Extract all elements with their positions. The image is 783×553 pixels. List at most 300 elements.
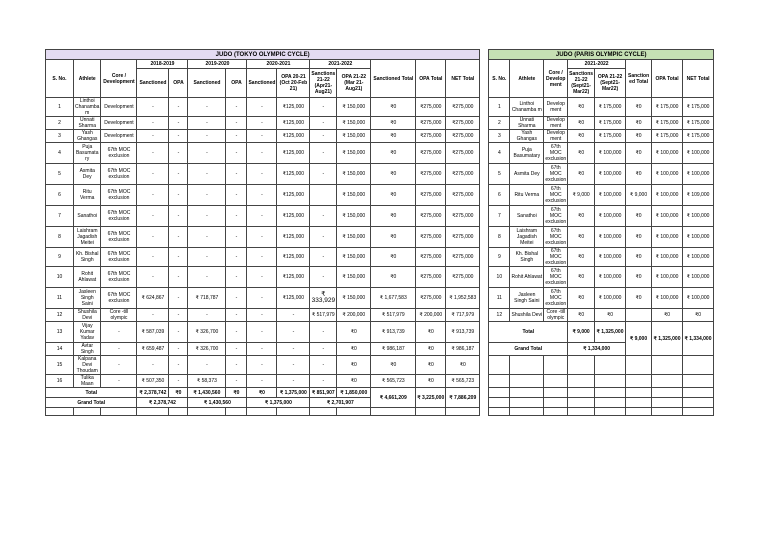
tokyo-cell-sanctioned-2019: ₹ 718,787 xyxy=(188,288,226,309)
paris-cell-sno: 4 xyxy=(489,143,510,164)
paris-cell-net-total: ₹ 100,000 xyxy=(683,143,714,164)
gap-cell xyxy=(480,60,489,98)
paris-cell-athlete: Ritu Verma xyxy=(510,185,544,206)
tokyo-cell-opa-2020: ₹125,000 xyxy=(277,248,310,267)
tokyo-cell-sanctioned-total: ₹0 xyxy=(371,164,416,185)
empty-cell xyxy=(544,408,568,416)
tokyo-cell-opa-2021: ₹ 150,000 xyxy=(337,164,371,185)
tokyo-cycle-title: JUDO (TOKYO OLYMPIC CYCLE) xyxy=(46,50,480,60)
tokyo-total-cell: ₹0 xyxy=(247,388,277,398)
empty-cell xyxy=(626,375,652,388)
paris-cell-sanctioned-total: ₹0 xyxy=(626,248,652,267)
paris-cell-opa: ₹ 100,000 xyxy=(595,248,626,267)
paris-cell-net-total: ₹ 100,000 xyxy=(683,288,714,309)
table-row xyxy=(46,130,714,143)
paris-cell-opa: ₹ 100,000 xyxy=(595,227,626,248)
tokyo-grand-total-label: Grand Total xyxy=(46,398,137,408)
tokyo-cell-core: - xyxy=(101,322,137,343)
tokyo-cell-opa-2021: ₹ 150,000 xyxy=(337,288,371,309)
header-sno: S. No. xyxy=(46,60,74,98)
empty-cell xyxy=(510,408,544,416)
tokyo-cell-opa-2019: - xyxy=(226,206,247,227)
tokyo-cell-sanctioned-total: ₹0 xyxy=(371,98,416,117)
table-row xyxy=(46,206,714,227)
tokyo-cell-athlete: Kalpana Devi Thoudam xyxy=(74,356,101,375)
tokyo-cell-opa-2018: - xyxy=(169,227,188,248)
tokyo-cell-sno: 8 xyxy=(46,227,74,248)
paris-cell-sno: 6 xyxy=(489,185,510,206)
paris-grand-total-value: ₹ 1,334,000 xyxy=(568,343,626,356)
tokyo-cell-sanctioned-total: ₹0 xyxy=(371,185,416,206)
tokyo-cell-net-total: ₹ 565,723 xyxy=(446,375,480,388)
paris-cell-net-total: ₹ 175,000 xyxy=(683,117,714,130)
paris-cell-core: Core -till olympic xyxy=(544,309,568,322)
paris-cell-opa: ₹ 100,000 xyxy=(595,206,626,227)
tokyo-cell-opa-total: ₹0 xyxy=(416,343,446,356)
paris-cell-opa-total: ₹ 100,000 xyxy=(652,288,683,309)
tokyo-cell-sanctioned-2019: - xyxy=(188,143,226,164)
tokyo-cell-sno: 13 xyxy=(46,322,74,343)
gap-cell xyxy=(480,267,489,288)
tokyo-cell-sno: 3 xyxy=(46,130,74,143)
paris-cell-core: 67th MOC exclusion xyxy=(545,289,567,307)
tokyo-cell-sanctioned-2018: - xyxy=(137,267,169,288)
paris-cell-opa-total: ₹ 100,000 xyxy=(652,206,683,227)
gap-cell xyxy=(480,248,489,267)
tokyo-cell-sanctioned-2018: ₹ 587,039 xyxy=(137,322,169,343)
tokyo-cell-opa-2019: - xyxy=(226,356,247,375)
header-opa-2020: OPA 20-21 (Oct 20-Feb 21) xyxy=(277,69,310,98)
tokyo-cell-opa-2021: ₹ 150,000 xyxy=(337,267,371,288)
tokyo-cell-sanctioned-2019: - xyxy=(188,248,226,267)
table-row xyxy=(46,309,714,322)
tokyo-cell-opa-total: ₹275,000 xyxy=(416,288,446,309)
empty-cell xyxy=(568,388,595,398)
tokyo-cell-opa-2021: ₹ 150,000 xyxy=(337,143,371,164)
tokyo-cell-sanctioned-2020: - xyxy=(247,343,277,356)
year-2019-2020: 2019-2020 xyxy=(188,60,247,69)
tokyo-cell-athlete: Ritu Verma xyxy=(74,185,101,206)
tokyo-cell-opa-2019: - xyxy=(226,98,247,117)
tokyo-cell-opa-2020: ₹125,000 xyxy=(277,98,310,117)
paris-cell-opa-total: ₹ 100,000 xyxy=(652,227,683,248)
tokyo-cell-sno: 4 xyxy=(46,143,74,164)
tokyo-cell-net-total: ₹ 913,739 xyxy=(446,322,480,343)
paris-cell-net-total: ₹ 100,000 xyxy=(683,248,714,267)
table-row xyxy=(46,185,714,206)
tokyo-cell-opa-2018: - xyxy=(169,375,188,388)
tokyo-cell-sanctions-2021: - xyxy=(310,130,337,143)
paris-cell-sanctions: ₹0 xyxy=(568,248,595,267)
tokyo-cell-opa-2021: ₹ 150,000 xyxy=(337,130,371,143)
paris-total-sanctioned-total: ₹ 9,000 xyxy=(626,322,652,356)
paris-total-opa-total: ₹ 1,325,000 xyxy=(652,322,683,356)
paris-cell-sanctions: ₹0 xyxy=(568,117,595,130)
tokyo-cell-opa-2018: - xyxy=(169,164,188,185)
tokyo-cell-sanctioned-2019: - xyxy=(188,164,226,185)
tokyo-cell-opa-2021: ₹0 xyxy=(337,322,371,343)
tokyo-cell-sanctions-2021: - xyxy=(310,143,337,164)
tokyo-cell-net-total: ₹275,000 xyxy=(446,130,480,143)
tokyo-cell-sno: 12 xyxy=(46,309,74,322)
tokyo-cell-opa-2021: ₹ 150,000 xyxy=(337,206,371,227)
tokyo-cell-opa-2018: - xyxy=(169,130,188,143)
tokyo-cell-opa-2018: - xyxy=(169,309,188,322)
tokyo-cell-sanctions-2021: - xyxy=(310,267,337,288)
paris-cell-sno: 8 xyxy=(489,227,510,248)
table-row xyxy=(46,227,714,248)
tokyo-cell-sanctions-2021 xyxy=(310,185,337,206)
empty-cell xyxy=(416,408,446,416)
paris-cell-sno: 10 xyxy=(489,267,510,288)
tokyo-cell-opa-2018: - xyxy=(169,117,188,130)
tokyo-grand-total-cell: ₹ 1,375,000 xyxy=(247,398,310,408)
gap-cell xyxy=(480,206,489,227)
tokyo-cell-opa-2018: - xyxy=(169,267,188,288)
year-row xyxy=(46,60,714,69)
tokyo-cell-opa-2020: ₹125,000 xyxy=(277,288,310,309)
tokyo-cell-sanctioned-2019: - xyxy=(188,117,226,130)
tokyo-cell-core: Core -till olympic xyxy=(101,309,137,322)
header-athlete: Athlete xyxy=(74,60,101,98)
tokyo-cell-sanctions-2021: - xyxy=(310,98,337,117)
paris-cell-athlete: Laishram Jagadish Meitei xyxy=(510,227,544,248)
empty-cell xyxy=(489,408,510,416)
table-row xyxy=(46,356,714,375)
tokyo-cell-net-total: ₹ 717,979 xyxy=(446,309,480,322)
title-row xyxy=(46,50,714,60)
tokyo-cell-athlete: Avtar Singh xyxy=(74,343,101,356)
empty-cell xyxy=(683,375,714,388)
tokyo-total-opa-total: ₹ 3,225,000 xyxy=(416,388,446,408)
tokyo-cell-core: 67th MOC exclusion xyxy=(101,267,137,288)
paris-header-opa-total: OPA Total xyxy=(652,60,683,98)
tokyo-cell-sno: 6 xyxy=(46,185,74,206)
tokyo-cell-sanctioned-total: ₹0 xyxy=(371,143,416,164)
empty-cell xyxy=(510,375,544,388)
tokyo-cell-net-total: ₹275,000 xyxy=(446,248,480,267)
tokyo-total-label: Total xyxy=(46,388,137,398)
paris-cell-net-total: ₹ 175,000 xyxy=(683,130,714,143)
paris-header-sanctions: Sanctions 21-22 (Sept21-Mar22) xyxy=(568,69,595,98)
empty-cell xyxy=(595,388,626,398)
tokyo-cell-core: 67th MOC exclusion xyxy=(101,185,137,206)
tokyo-total-cell: ₹ 1,850,000 xyxy=(337,388,371,398)
empty-cell xyxy=(683,408,714,416)
tokyo-cell-sanctioned-2019: - xyxy=(188,267,226,288)
paris-cell-opa-total: ₹ 100,000 xyxy=(652,267,683,288)
table-row xyxy=(46,143,714,164)
empty-cell xyxy=(544,356,568,375)
tokyo-cell-opa-2021: ₹ 150,000 xyxy=(337,98,371,117)
empty-row xyxy=(46,408,714,416)
tokyo-cell-sanctioned-2019: ₹ 58,373 xyxy=(188,375,226,388)
tokyo-cell-sno: 7 xyxy=(46,206,74,227)
header-sanctions-2021: Sanctions 21-22 (Apr21-Aug21) xyxy=(310,69,337,98)
paris-cell-opa-total: ₹ 100,000 xyxy=(652,164,683,185)
table-row xyxy=(46,267,714,288)
empty-cell xyxy=(652,398,683,408)
tokyo-cell-sanctioned-2018: - xyxy=(137,117,169,130)
tokyo-cell-sanctioned-2020: - xyxy=(247,185,277,206)
paris-cell-sanctioned-total: ₹0 xyxy=(626,143,652,164)
paris-cell-core: 67th MOC exclusion xyxy=(545,144,567,162)
tokyo-cell-opa-total: ₹0 xyxy=(416,375,446,388)
empty-cell xyxy=(626,388,652,398)
tokyo-cell-sanctioned-total: ₹ 913,739 xyxy=(371,322,416,343)
tokyo-total-cell: ₹ 2,378,742 xyxy=(137,388,169,398)
paris-header-sanctioned-total: Sanction ed Total xyxy=(626,60,652,98)
table-row xyxy=(46,322,714,343)
tokyo-cell-athlete: Tulika Maan xyxy=(74,375,101,388)
tokyo-cell-sanctioned-2018: ₹ 507,350 xyxy=(137,375,169,388)
paris-cell-core: Develop ment xyxy=(544,117,568,130)
tokyo-cell-opa-2021: ₹0 xyxy=(337,356,371,375)
tokyo-cell-opa-2018: - xyxy=(169,322,188,343)
tokyo-cell-sno: 5 xyxy=(46,164,74,185)
tokyo-cell-opa-2019: - xyxy=(226,143,247,164)
paris-cell-sanctions: ₹0 xyxy=(568,98,595,117)
tokyo-cell-opa-2020: ₹125,000 xyxy=(277,206,310,227)
paris-total-label: Total xyxy=(489,322,568,343)
paris-cell-core: 67th MOC exclusion xyxy=(545,268,567,286)
tokyo-cell-core: - xyxy=(101,343,137,356)
paris-cell-sno: 9 xyxy=(489,248,510,267)
empty-cell xyxy=(188,408,226,416)
tokyo-cell-athlete: Laishram Jagadish Meitei xyxy=(74,227,101,248)
paris-cell-core: 67th MOC exclusion xyxy=(545,248,567,266)
tokyo-cell-opa-2020: ₹125,000 xyxy=(277,164,310,185)
gap-cell xyxy=(480,398,489,408)
gap-cell xyxy=(480,117,489,130)
empty-cell xyxy=(337,408,371,416)
paris-cell-core: 67th MOC exclusion xyxy=(545,165,567,183)
tokyo-cell-athlete: Unnati Sharma xyxy=(74,117,101,130)
gap-cell xyxy=(480,227,489,248)
empty-cell xyxy=(310,408,337,416)
tokyo-cell-sanctioned-2020: - xyxy=(247,143,277,164)
tokyo-cell-sno: 11 xyxy=(46,288,74,309)
tokyo-cell-sanctions-2021: - xyxy=(310,164,337,185)
tokyo-cell-sanctioned-2019: - xyxy=(188,98,226,117)
empty-cell xyxy=(652,388,683,398)
tokyo-cell-sanctions-2021: - xyxy=(310,248,337,267)
table-row xyxy=(46,343,714,356)
year-2021-2022: 2021-2022 xyxy=(310,60,371,69)
judo-table xyxy=(45,49,714,416)
paris-cell-sno: 11 xyxy=(489,288,510,309)
tokyo-cell-sanctioned-total: ₹0 xyxy=(371,227,416,248)
tokyo-cell-athlete: Jasleen Singh Saini xyxy=(74,288,101,309)
tokyo-cell-sanctioned-total: ₹0 xyxy=(371,206,416,227)
tokyo-cell-sanctioned-total: ₹0 xyxy=(371,356,416,375)
header-sanctioned-total: Sanctioned Total xyxy=(371,60,416,98)
paris-cell-athlete: Yash Ghangas xyxy=(510,130,544,143)
tokyo-cell-sanctioned-2018: - xyxy=(137,130,169,143)
empty-cell xyxy=(595,356,626,375)
tokyo-cell-opa-2021: ₹ 150,000 xyxy=(337,227,371,248)
tokyo-cell-opa-2018: - xyxy=(169,248,188,267)
empty-cell xyxy=(510,398,544,408)
gap-cell xyxy=(480,164,489,185)
tokyo-total-sanctioned-total: ₹ 4,661,209 xyxy=(371,388,416,408)
paris-cell-opa: ₹ 100,000 xyxy=(595,164,626,185)
tokyo-cell-sanctioned-total: ₹0 xyxy=(371,130,416,143)
tokyo-cell-opa-2020: ₹125,000 xyxy=(277,185,310,206)
paris-cell-net-total: ₹0 xyxy=(683,309,714,322)
tokyo-cell-opa-2019: - xyxy=(226,288,247,309)
paris-cell-athlete: Puja Basumatary xyxy=(510,143,544,164)
tokyo-cell-core: - xyxy=(101,356,137,375)
tokyo-total-net-total: ₹ 7,886,209 xyxy=(446,388,480,408)
tokyo-cell-sanctioned-2020: - xyxy=(247,227,277,248)
tokyo-total-cell: ₹ 1,430,560 xyxy=(188,388,226,398)
tokyo-cell-opa-2019: - xyxy=(226,117,247,130)
gap-cell xyxy=(480,288,489,309)
paris-cell-sanctioned-total: ₹0 xyxy=(626,288,652,309)
paris-cell-core: Develop ment xyxy=(544,130,568,143)
paris-header-athlete: Athlete xyxy=(510,60,544,98)
tokyo-cell-sanctioned-total: ₹ 986,187 xyxy=(371,343,416,356)
paris-cell-sanctions: ₹ 9,000 xyxy=(568,185,595,206)
tokyo-cell-opa-2021: ₹ 200,000 xyxy=(337,309,371,322)
empty-cell xyxy=(137,408,169,416)
tokyo-cell-net-total: ₹275,000 xyxy=(446,117,480,130)
tokyo-cell-sanctioned-2020: - xyxy=(247,288,277,309)
paris-cell-core: Develop ment xyxy=(544,98,568,117)
paris-cell-sno: 2 xyxy=(489,117,510,130)
tokyo-cell-sanctioned-total: ₹ 1,677,583 xyxy=(371,288,416,309)
tokyo-cell-opa-2019: - xyxy=(226,185,247,206)
header-net-total: NET Total xyxy=(446,60,480,98)
empty-cell xyxy=(626,398,652,408)
tokyo-cell-sanctioned-2018: - xyxy=(137,309,169,322)
paris-cell-sanctioned-total: ₹ 9,000 xyxy=(626,185,652,206)
tokyo-cell-sanctions-2021: - xyxy=(310,356,337,375)
paris-grand-total-label: Grand Total xyxy=(489,343,568,356)
tokyo-cell-core: 67th MOC exclusion xyxy=(101,288,137,309)
paris-cell-sanctioned-total: ₹0 xyxy=(626,164,652,185)
tokyo-cell-opa-2020: - xyxy=(277,343,310,356)
tokyo-cell-sanctioned-total: ₹ 517,979 xyxy=(371,309,416,322)
tokyo-cell-opa-2019: - xyxy=(226,375,247,388)
header-core: Core / Development xyxy=(101,60,137,98)
tokyo-cell-net-total: ₹275,000 xyxy=(446,185,480,206)
empty-cell xyxy=(489,398,510,408)
tokyo-cell-opa-total: ₹275,000 xyxy=(416,248,446,267)
tokyo-cell-athlete: Asmita Dey xyxy=(74,164,101,185)
paris-header-core: Core / Develop ment xyxy=(544,60,568,98)
header-opa-total: OPA Total xyxy=(416,60,446,98)
gap-cell xyxy=(480,375,489,388)
tokyo-cell-sanctioned-2020: - xyxy=(247,248,277,267)
tokyo-cell-net-total: ₹ 986,187 xyxy=(446,343,480,356)
paris-cell-net-total: ₹ 109,000 xyxy=(683,185,714,206)
tokyo-cell-opa-total: ₹275,000 xyxy=(416,185,446,206)
paris-cell-opa-total: ₹ 100,000 xyxy=(652,143,683,164)
empty-cell xyxy=(446,408,480,416)
tokyo-cell-sanctioned-2018: - xyxy=(137,185,169,206)
paris-cell-core: 67th MOC exclusion xyxy=(545,207,567,225)
empty-cell xyxy=(568,398,595,408)
tokyo-cell-opa-total: ₹275,000 xyxy=(416,206,446,227)
tokyo-grand-total-cell: ₹ 1,430,560 xyxy=(188,398,247,408)
tokyo-cell-sanctions-2021: - xyxy=(310,227,337,248)
paris-cell-sno: 1 xyxy=(489,98,510,117)
paris-cell-athlete: Sanathoi xyxy=(510,206,544,227)
empty-cell xyxy=(683,398,714,408)
gap-cell xyxy=(480,130,489,143)
gap-cell xyxy=(480,343,489,356)
tokyo-cell-core: 67th MOC exclusion xyxy=(101,206,137,227)
tokyo-cell-sanctioned-2019: - xyxy=(188,309,226,322)
tokyo-cell-sanctions-2021: - xyxy=(310,206,337,227)
empty-cell xyxy=(544,375,568,388)
tokyo-cell-sanctioned-total: ₹0 xyxy=(371,248,416,267)
paris-cell-opa: ₹ 175,000 xyxy=(595,117,626,130)
tokyo-cell-core: 67th MOC exclusion xyxy=(101,143,137,164)
tokyo-cell-core: 67th MOC exclusion xyxy=(101,227,137,248)
tokyo-cell-sanctioned-total: ₹0 xyxy=(371,117,416,130)
empty-cell xyxy=(510,356,544,375)
tokyo-cell-opa-2020: - xyxy=(277,322,310,343)
tokyo-cell-net-total: ₹275,000 xyxy=(446,143,480,164)
empty-cell xyxy=(277,408,310,416)
tokyo-cell-opa-2020: ₹125,000 xyxy=(277,130,310,143)
tokyo-cell-opa-2018: - xyxy=(169,98,188,117)
paris-total-sanctions: ₹ 9,000 xyxy=(568,322,595,343)
tokyo-cell-opa-2019: - xyxy=(226,322,247,343)
tokyo-cell-opa-2018: - xyxy=(169,185,188,206)
tokyo-cell-core: Development xyxy=(101,98,137,117)
empty-cell xyxy=(626,356,652,375)
tokyo-cell-sno: 9 xyxy=(46,248,74,267)
empty-cell xyxy=(595,398,626,408)
tokyo-cell-opa-2018: - xyxy=(169,143,188,164)
paris-cell-sno: 3 xyxy=(489,130,510,143)
tokyo-cell-opa-2019: - xyxy=(226,164,247,185)
paris-cell-sanctions: ₹0 xyxy=(568,206,595,227)
tokyo-cell-sanctioned-total: ₹ 565,723 xyxy=(371,375,416,388)
empty-cell xyxy=(568,408,595,416)
tokyo-cell-opa-total: ₹275,000 xyxy=(416,267,446,288)
tokyo-cell-opa-2019: - xyxy=(226,343,247,356)
tokyo-cell-sanctioned-2018: - xyxy=(137,143,169,164)
paris-cell-opa-total: ₹ 175,000 xyxy=(652,130,683,143)
paris-cell-sanctions: ₹0 xyxy=(568,227,595,248)
paris-cell-net-total: ₹ 100,000 xyxy=(683,164,714,185)
tokyo-cell-sanctioned-2018: - xyxy=(137,227,169,248)
gap-cell xyxy=(480,143,489,164)
paris-cell-sanctions: ₹0 xyxy=(568,143,595,164)
empty-cell xyxy=(101,408,137,416)
paris-cell-athlete: Linthoi Chanamba m xyxy=(510,98,544,117)
paris-cell-opa: ₹ 175,000 xyxy=(595,98,626,117)
empty-cell xyxy=(652,356,683,375)
tokyo-cell-opa-2019: - xyxy=(226,227,247,248)
paris-cell-net-total: ₹ 100,000 xyxy=(683,206,714,227)
paris-cell-sanctioned-total: ₹0 xyxy=(626,206,652,227)
tokyo-cell-core: Development xyxy=(101,130,137,143)
paris-cell-sanctioned-total xyxy=(626,309,652,322)
tokyo-cell-sanctioned-2018: - xyxy=(137,248,169,267)
tokyo-cell-sanctioned-2020: - xyxy=(247,322,277,343)
empty-cell xyxy=(544,388,568,398)
paris-cell-opa: ₹ 100,000 xyxy=(595,143,626,164)
tokyo-cell-opa-total: ₹275,000 xyxy=(416,98,446,117)
tokyo-cell-sanctioned-2020: - xyxy=(247,309,277,322)
paris-cell-net-total: ₹ 100,000 xyxy=(683,267,714,288)
